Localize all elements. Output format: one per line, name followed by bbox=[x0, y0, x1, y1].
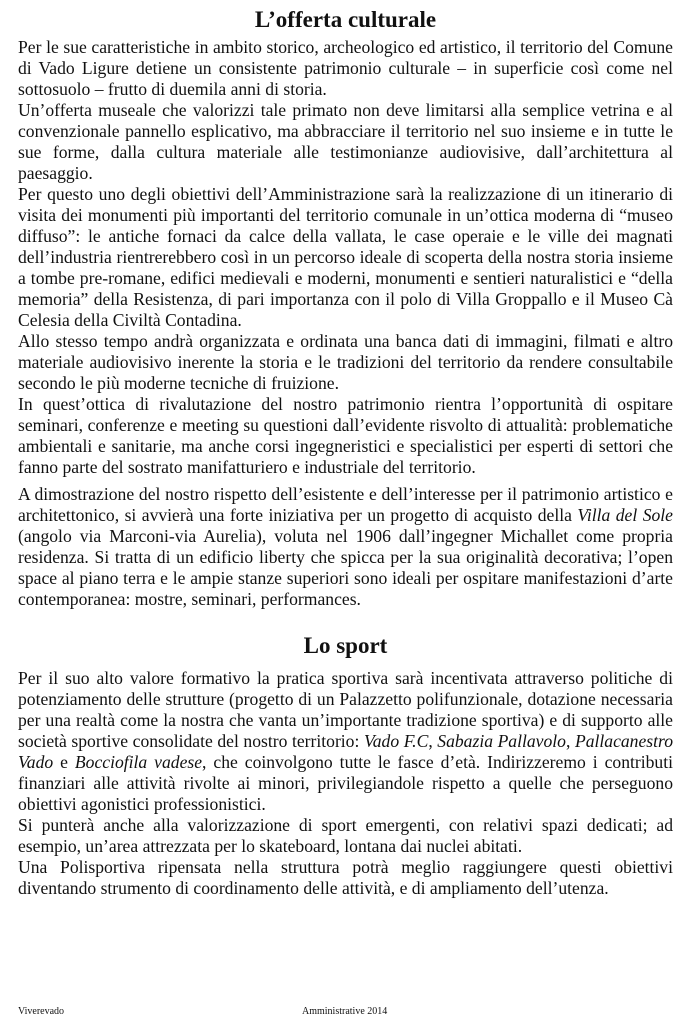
club-name: Vado F.C bbox=[363, 731, 429, 751]
section-title-sport: Lo sport bbox=[303, 633, 388, 658]
text-run: (angolo via Marconi-via Aurelia), voluta nel 1906 dall’ingegner Michallet come propria residenza. Si tratta di un edificio liberty che spicca per la sua originalità decorativa; l’open space al piano terra e le ampie stanze superiori sono ideali per ospitare manifestazioni d’arte contemporanea: mostre, seminari, performances. bbox=[18, 526, 673, 609]
text-run: A dimostrazione del nostro rispetto dell’esistente e dell’interesse per il patrimonio artistico e architettonico, si avvierà una forte iniziativa per un progetto di acquisto della bbox=[18, 484, 673, 525]
separator: e bbox=[53, 752, 75, 772]
footer-center: Amministrative 2014 bbox=[302, 1006, 388, 1017]
document-page bbox=[18, 0, 673, 899]
separator: , bbox=[565, 731, 575, 751]
club-name: Sabazia Pallavolo bbox=[437, 731, 566, 751]
club-name: Bocciofila vadese bbox=[74, 752, 203, 772]
text-run: Per il suo alto valore formativo la pratica sportiva sarà incentivata attraverso politiche di potenziamento delle strutture (progetto di un Palazzetto polifunzionale, dotazione necessaria per una realtà come la nostra che vanta un’importante tradizione sportiva) e di supporto alle società sportive consolidate del nostro territorio: bbox=[18, 668, 673, 751]
paragraph: Per questo uno degli obiettivi dell’Amministrazione sarà la realizzazione di un itinerario di visita dei monumenti più importanti del territorio comunale in un’ottica moderna di “museo diffuso”: le antiche fornaci da calce della vallata, le case operaie e le ville dei magnati dell’industria rientrerebbero così in un percorso ideale di scoperta della nostra storia insieme a tombe pre-romane, edifici medievali e moderni, monumenti e sentieri naturalistici e “della memoria” della Resistenza, di pari importanza con il polo di Villa Groppallo e il Museo Cà Celesia della Civiltà Contadina. bbox=[18, 184, 673, 330]
paragraph: Si punterà anche alla valorizzazione di sport emergenti, con relativi spazi dedicati; ad esempio, un’area attrezzata per lo skateboard, lontana dai nuclei abitati. bbox=[18, 815, 673, 856]
paragraph: Allo stesso tempo andrà organizzata e ordinata una banca dati di immagini, filmati e altro materiale audiovisivo inerente la storia e le tradizioni del territorio da rendere consultabile secondo le più moderne tecniche di fruizione. bbox=[18, 331, 673, 393]
paragraph: Una Polisportiva ripensata nella struttura potrà meglio raggiungere questi obiettivi diventando strumento di coordinamento delle attività, e di ampliamento dell’utenza. bbox=[18, 857, 673, 898]
paragraph-sport bbox=[18, 668, 673, 815]
text-run: , che coinvolgono tutte le fasce d’età. Indirizzeremo i contributi finanziari alle attività rivolte ai minori, privilegiandole rispetto a quelle che perseguono obiettivi agonistici professionistici. bbox=[18, 752, 674, 814]
paragraph: In quest’ottica di rivalutazione del nostro patrimonio rientra l’opportunità di ospitare seminari, conferenze e meeting su questioni dall’evidente risvolto di attualità: problematiche ambientali e sanitarie, ma anche corsi ingegneristici e specialistici per esperti di settori che fanno parte del sostrato manifatturiero e industriale del territorio. bbox=[18, 394, 673, 477]
paragraph: Per le sue caratteristiche in ambito storico, archeologico ed artistico, il territorio del Comune di Vado Ligure detiene un consistente patrimonio culturale – in superficie così come nel sottosuolo – frutto di duemila anni di storia. bbox=[18, 37, 673, 99]
paragraph-villa bbox=[18, 484, 673, 610]
paragraph: Un’offerta museale che valorizzi tale primato non deve limitarsi alla semplice vetrina e al convenzionale pannello esplicativo, ma abbracciare il territorio nel suo insieme e in tutte le sue forme, dalla cultura materiale alle testimonianze audiovisive, dall’architettura al paesaggio. bbox=[18, 100, 673, 183]
villa-name: Villa del Sole bbox=[577, 505, 673, 525]
separator: , bbox=[428, 731, 438, 751]
footer-left: Viverevado bbox=[18, 1006, 65, 1017]
section-title-culture: L’offerta culturale bbox=[254, 7, 437, 32]
club-name: Pallacanestro Vado bbox=[18, 731, 674, 772]
